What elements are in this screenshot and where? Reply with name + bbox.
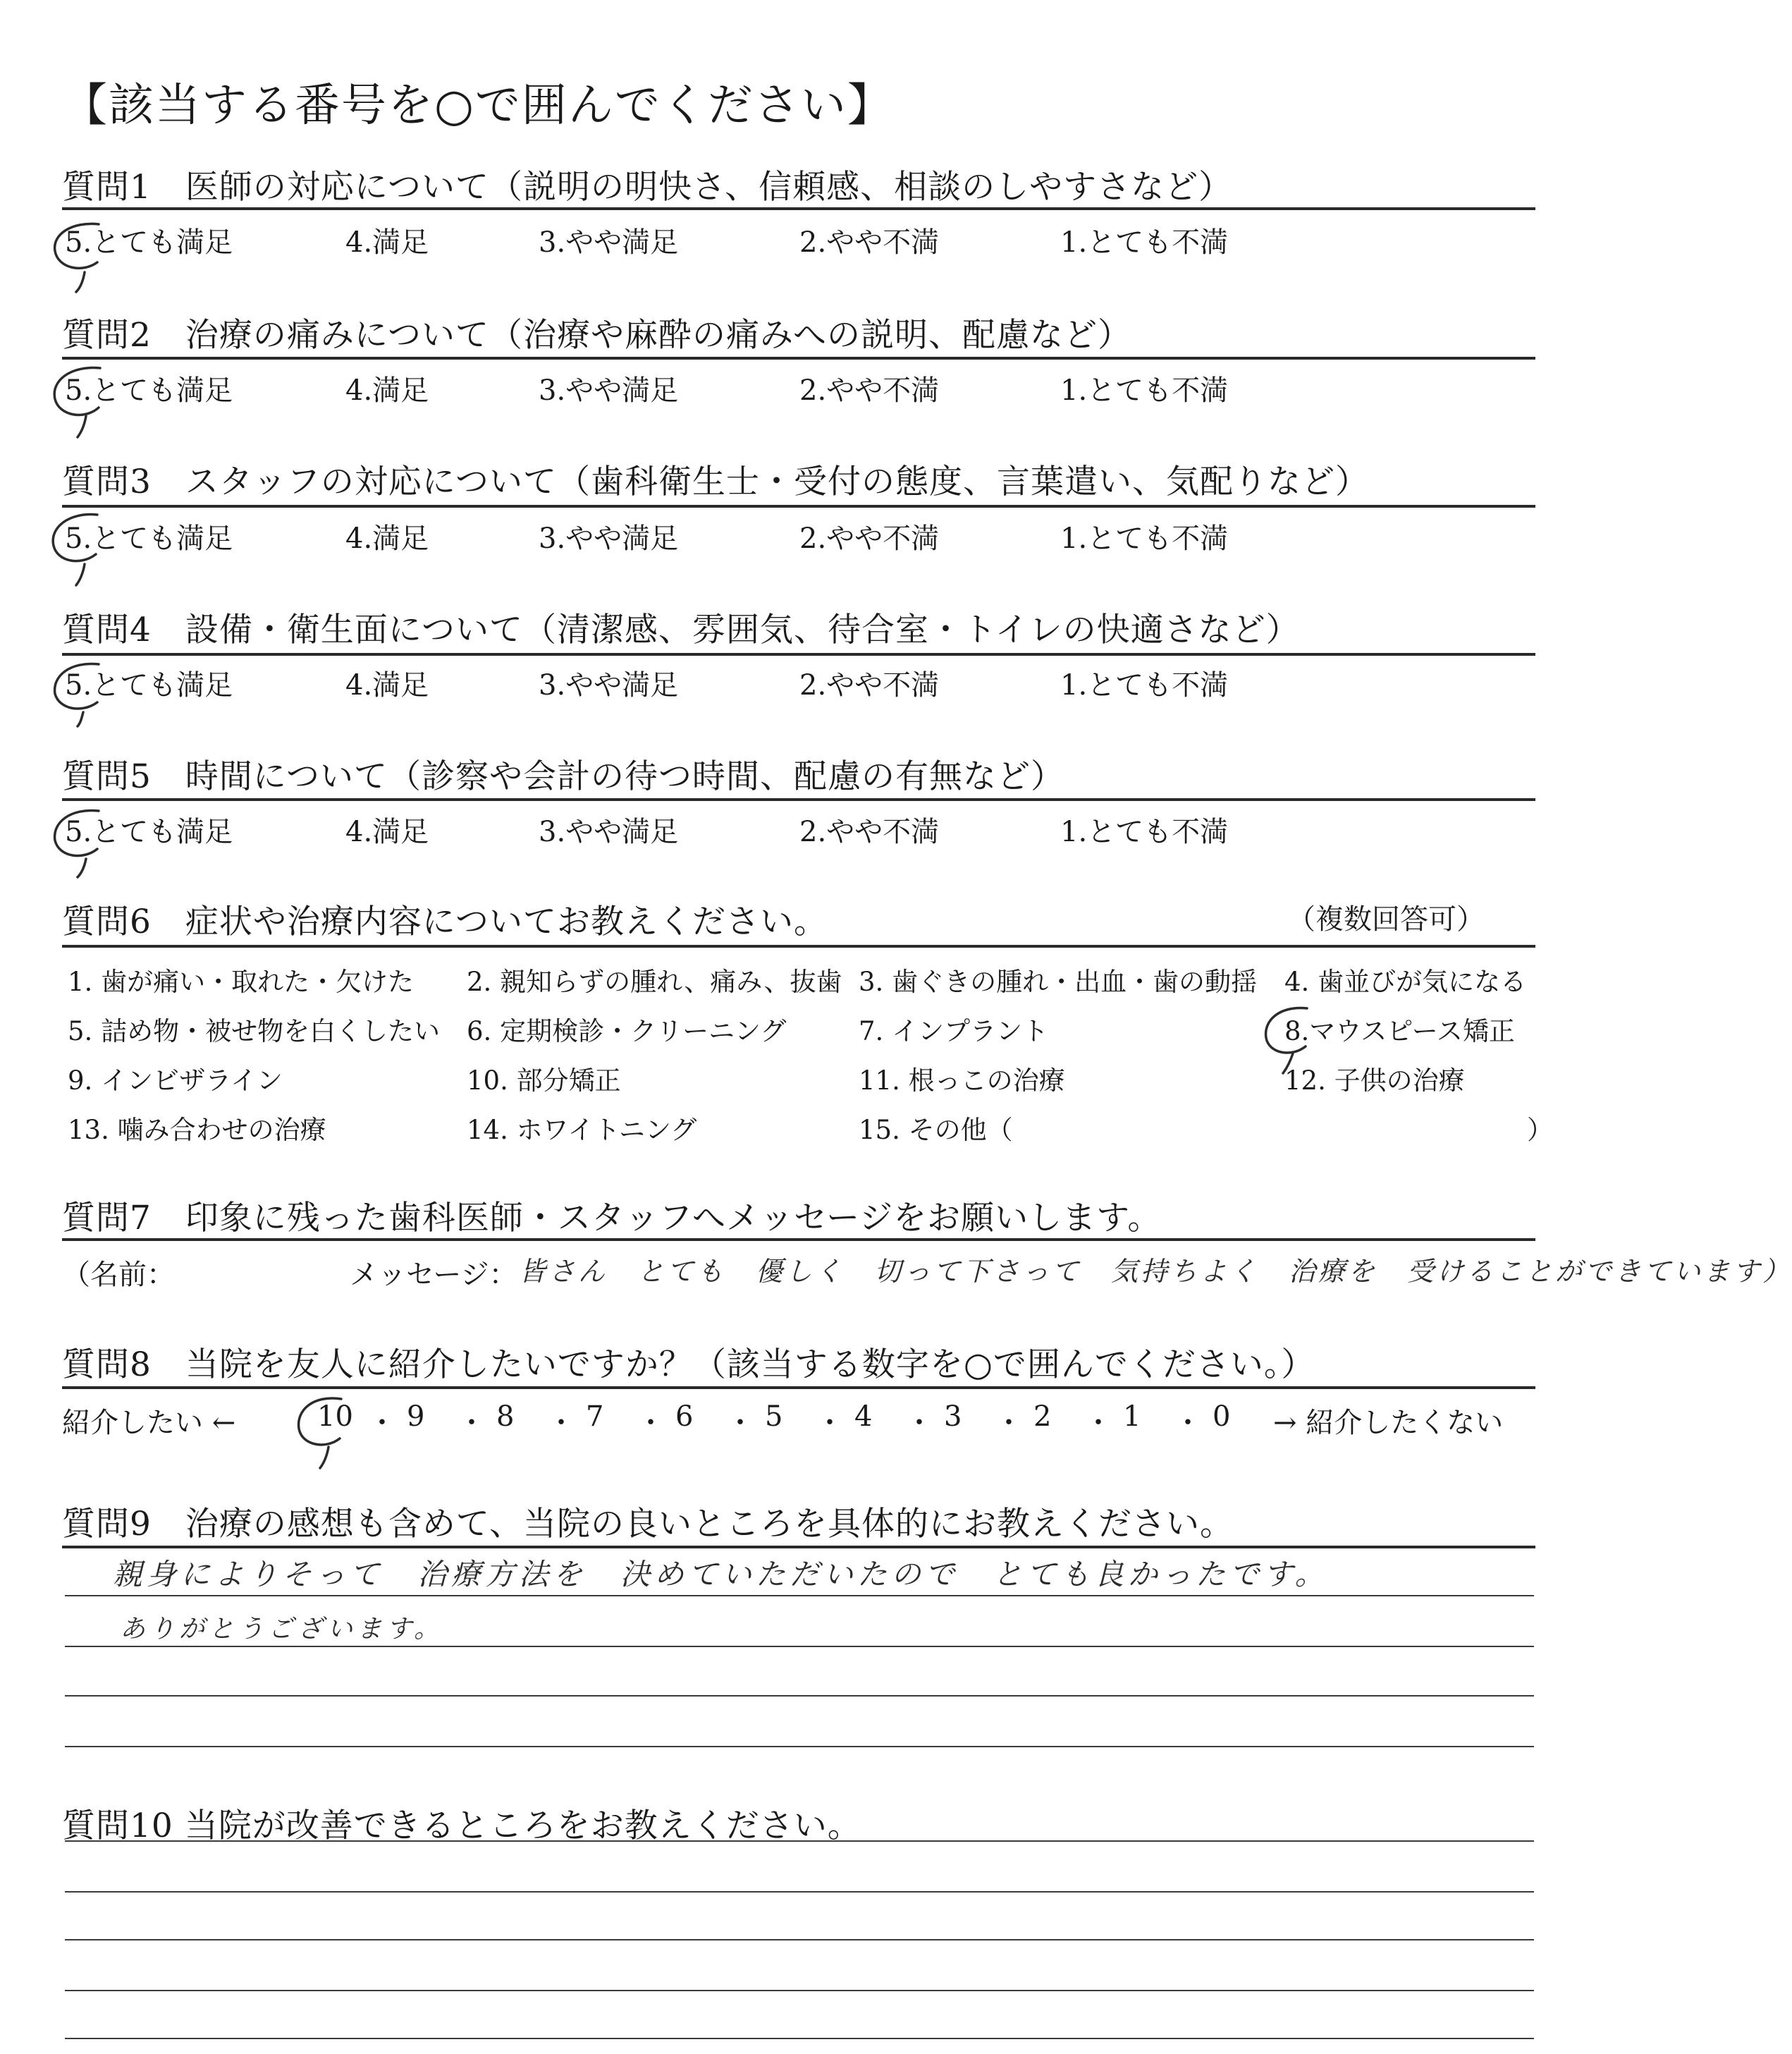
q7-handwritten-message[interactable]: 皆さん とても 優しく 切って下さって 気持ちよく 治療を 受けることができています） <box>519 1256 1792 1287</box>
q6-option-5[interactable]: 5. 詰め物・被せ物を白くしたい <box>68 1016 441 1046</box>
q8-scale-6[interactable]: 6 <box>675 1400 694 1433</box>
q7-title: 質問7 印象に残った歯科医師・スタッフへメッセージをお願いします。 <box>62 1199 1162 1237</box>
q1-underline <box>62 207 1535 210</box>
form-instruction: 【該当する番号を○で囲んでください】 <box>62 80 894 132</box>
q6-option-1[interactable]: 1. 歯が痛い・取れた・欠けた <box>68 967 415 997</box>
q8-scale-7[interactable]: 7 <box>586 1400 604 1433</box>
q6-underline <box>62 945 1535 948</box>
q6-option-14[interactable]: 14. ホワイトニング <box>467 1115 697 1145</box>
q6-option-2[interactable]: 2. 親知らずの腫れ、痛み、抜歯 <box>467 967 842 997</box>
q8-scale-separator: ・ <box>547 1407 575 1439</box>
q5-option-3[interactable]: 3.やや満足 <box>539 816 679 848</box>
q7-message-label: メッセージ： <box>350 1259 517 1291</box>
q8-scale-separator: ・ <box>458 1407 486 1439</box>
q4-title: 質問4 設備・衛生面について（清潔感、雰囲気、待合室・トイレの快適さなど） <box>62 611 1300 649</box>
q5-underline <box>62 798 1535 801</box>
q1-option-3[interactable]: 3.やや満足 <box>539 226 679 259</box>
q2-option-1[interactable]: 1.とても不満 <box>1060 374 1229 407</box>
q4-option-1[interactable]: 1.とても不満 <box>1060 669 1229 702</box>
q4-option-2[interactable]: 2.やや不満 <box>799 669 940 702</box>
q6-option-3[interactable]: 3. 歯ぐきの腫れ・出血・歯の動揺 <box>859 967 1258 997</box>
q10-writing-line <box>65 1891 1534 1893</box>
q5-title: 質問5 時間について（診察や会計の待つ時間、配慮の有無など） <box>62 757 1064 796</box>
q8-scale-separator: ・ <box>905 1407 933 1439</box>
q8-scale-separator: ・ <box>1174 1407 1202 1439</box>
q8-scale-separator: ・ <box>1084 1407 1112 1439</box>
q7-underline <box>62 1238 1535 1241</box>
q3-option-5[interactable]: 5.とても満足 <box>65 522 233 555</box>
q6-option-7[interactable]: 7. インプラント <box>859 1016 1049 1046</box>
q3-option-4[interactable]: 4.満足 <box>345 522 429 555</box>
q1-option-5[interactable]: 5.とても満足 <box>65 226 233 259</box>
q3-option-2[interactable]: 2.やや不満 <box>799 522 940 555</box>
q10-writing-line <box>65 2038 1534 2039</box>
q6-option-10[interactable]: 10. 部分矯正 <box>467 1065 621 1096</box>
q10-writing-line <box>65 1939 1534 1940</box>
q5-option-4[interactable]: 4.満足 <box>345 816 429 848</box>
q5-option-5[interactable]: 5.とても満足 <box>65 816 233 848</box>
q4-option-5[interactable]: 5.とても満足 <box>65 669 233 702</box>
q6-option-12[interactable]: 12. 子供の治療 <box>1284 1065 1465 1096</box>
q8-scale-4[interactable]: 4 <box>854 1400 873 1433</box>
q5-option-2[interactable]: 2.やや不満 <box>799 816 940 848</box>
q8-scale-5[interactable]: 5 <box>765 1400 783 1433</box>
q8-right-label: → 紹介したくない <box>1273 1407 1504 1439</box>
q1-title: 質問1 医師の対応について（説明の明快さ、信頼感、相談のしやすさなど） <box>62 168 1233 207</box>
q8-underline <box>62 1386 1535 1389</box>
q6-other-close-paren: ） <box>1527 1115 1553 1145</box>
q8-left-label: 紹介したい ← <box>62 1407 236 1439</box>
q9-handwritten-line-2[interactable]: ありがとうございます。 <box>120 1615 444 1644</box>
q2-underline <box>62 357 1535 360</box>
q8-scale-8[interactable]: 8 <box>496 1400 515 1433</box>
q8-scale-3[interactable]: 3 <box>944 1400 962 1433</box>
q2-option-2[interactable]: 2.やや不満 <box>799 374 940 407</box>
q8-scale-9[interactable]: 9 <box>407 1400 425 1433</box>
q4-option-4[interactable]: 4.満足 <box>345 669 429 702</box>
q6-multiple-answer-note: （複数回答可） <box>1287 903 1485 936</box>
q10-writing-line <box>65 1840 1534 1842</box>
q3-title: 質問3 スタッフの対応について（歯科衛生士・受付の態度、言葉遣い、気配りなど） <box>62 463 1369 501</box>
q8-scale-separator: ・ <box>368 1407 396 1439</box>
q8-scale-0[interactable]: 0 <box>1213 1400 1231 1433</box>
q6-option-9[interactable]: 9. インビザライン <box>68 1065 283 1096</box>
q4-option-3[interactable]: 3.やや満足 <box>539 669 679 702</box>
q3-option-3[interactable]: 3.やや満足 <box>539 522 679 555</box>
q8-scale-10[interactable]: 10 <box>317 1400 353 1433</box>
q9-underline <box>62 1546 1535 1548</box>
q10-writing-line <box>65 1990 1534 1991</box>
q8-scale-2[interactable]: 2 <box>1033 1400 1052 1433</box>
q9-handwritten-line-1[interactable]: 親身によりそって 治療方法を 決めていただいたので とても良かったです。 <box>113 1557 1329 1591</box>
q3-option-1[interactable]: 1.とても不満 <box>1060 522 1229 555</box>
q2-option-4[interactable]: 4.満足 <box>345 374 429 407</box>
q9-writing-line <box>65 1695 1534 1697</box>
q6-option-11[interactable]: 11. 根っこの治療 <box>859 1065 1065 1096</box>
q10-title: 質問10 当院が改善できるところをお教えください。 <box>62 1807 861 1845</box>
q9-writing-line <box>65 1595 1534 1596</box>
q2-title: 質問2 治療の痛みについて（治療や麻酔の痛みへの説明、配慮など） <box>62 316 1132 355</box>
q7-name-label: （名前： <box>62 1259 175 1291</box>
q6-option-6[interactable]: 6. 定期検診・クリーニング <box>467 1016 787 1046</box>
q6-option-15[interactable]: 15. その他（ <box>859 1115 1013 1145</box>
q9-writing-line <box>65 1746 1534 1747</box>
q8-scale-separator: ・ <box>816 1407 844 1439</box>
q5-option-1[interactable]: 1.とても不満 <box>1060 816 1229 848</box>
q2-option-5[interactable]: 5.とても満足 <box>65 374 233 407</box>
q4-underline <box>62 653 1535 656</box>
q8-scale-1[interactable]: 1 <box>1123 1400 1141 1433</box>
q9-writing-line <box>65 1646 1534 1647</box>
q8-title: 質問8 当院を友人に紹介したいですか？（該当する数字を○で囲んでください。） <box>62 1345 1315 1384</box>
q9-title: 質問9 治療の感想も含めて、当院の良いところを具体的にお教えください。 <box>62 1505 1234 1543</box>
q6-title: 質問6 症状や治療内容についてお教えください。 <box>62 903 828 941</box>
q6-option-13[interactable]: 13. 噛み合わせの治療 <box>68 1115 326 1145</box>
q3-underline <box>62 505 1535 508</box>
q8-scale-separator: ・ <box>995 1407 1023 1439</box>
q2-option-3[interactable]: 3.やや満足 <box>539 374 679 407</box>
q8-scale-separator: ・ <box>726 1407 754 1439</box>
q1-option-2[interactable]: 2.やや不満 <box>799 226 940 259</box>
q6-option-4[interactable]: 4. 歯並びが気になる <box>1284 967 1527 997</box>
q6-option-8[interactable]: 8.マウスピース矯正 <box>1284 1016 1515 1046</box>
q1-option-4[interactable]: 4.満足 <box>345 226 429 259</box>
q1-option-1[interactable]: 1.とても不満 <box>1060 226 1229 259</box>
q8-scale-separator: ・ <box>637 1407 665 1439</box>
